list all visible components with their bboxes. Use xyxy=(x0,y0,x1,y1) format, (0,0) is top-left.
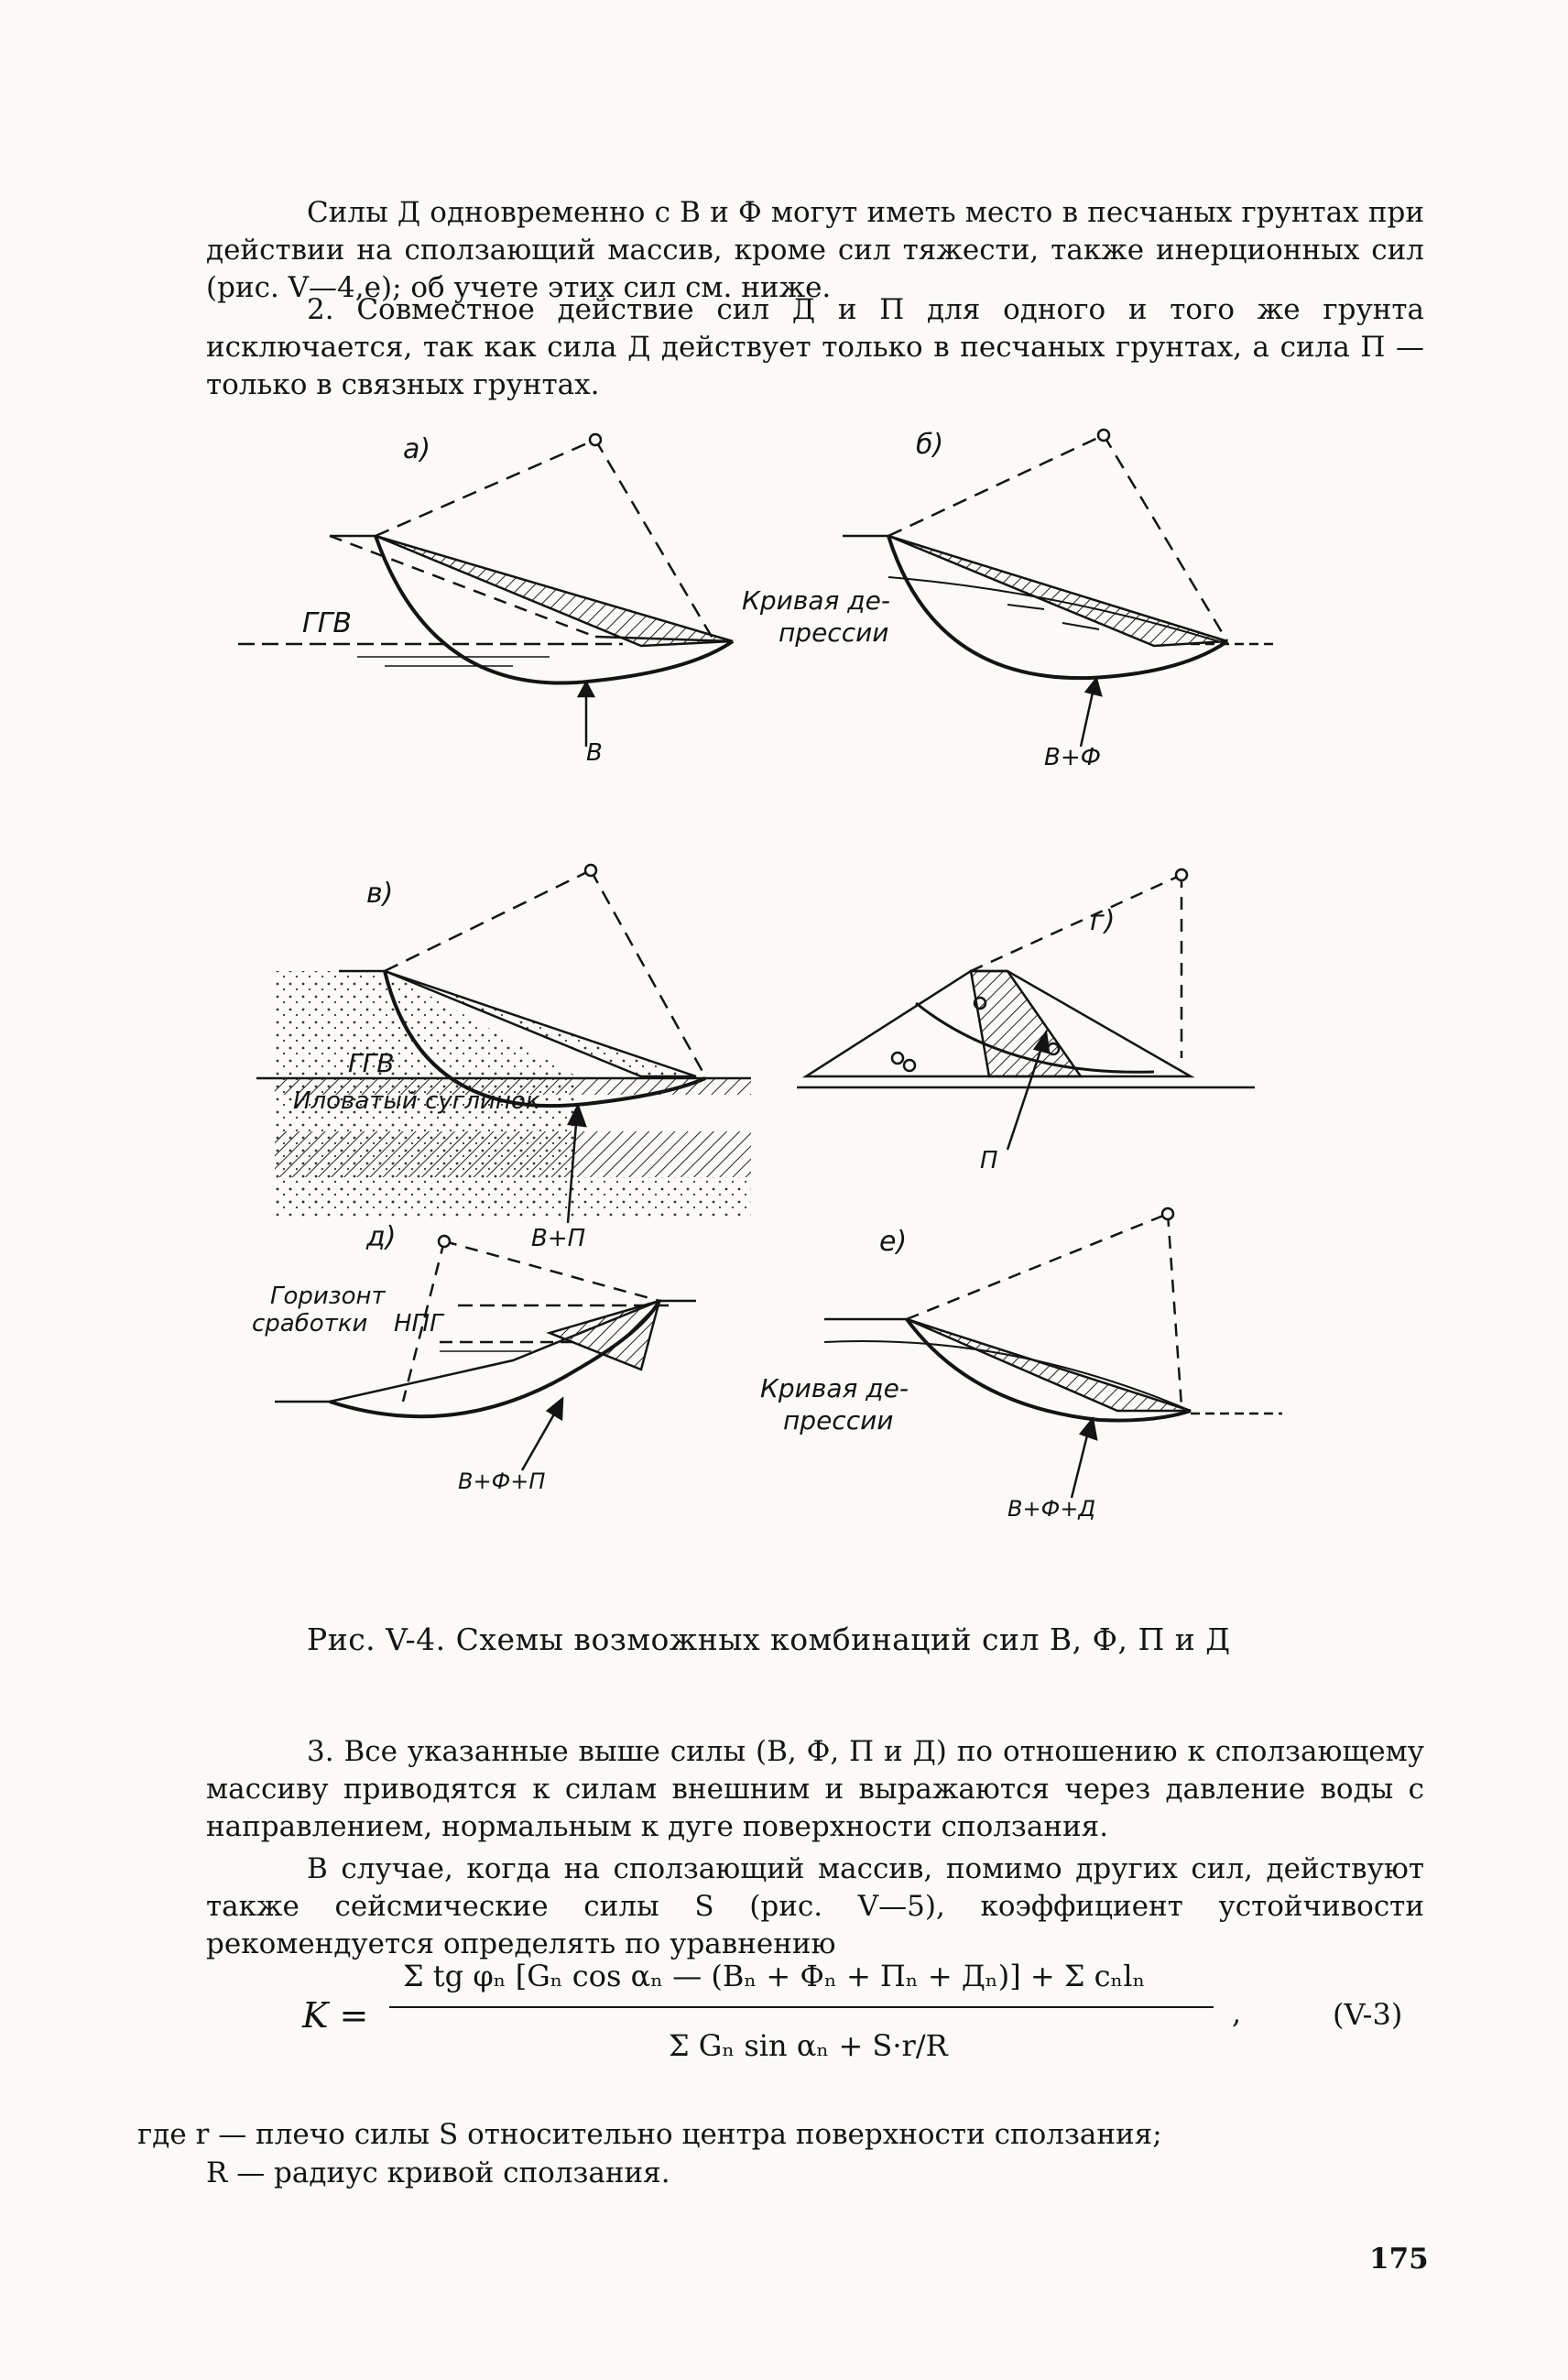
panel-b-label-2: прессии xyxy=(779,617,889,648)
panel-e-force: В+Ф+Д xyxy=(1007,1496,1096,1522)
panel-d xyxy=(275,1236,696,1470)
panel-g-tag: г) xyxy=(1090,905,1116,937)
formula-comma: , xyxy=(1232,1995,1242,2030)
where-line-2: R — радиус кривой сползания. xyxy=(206,2156,670,2189)
panel-a-force: В xyxy=(586,739,603,767)
panel-d-tag: д) xyxy=(366,1221,397,1253)
panel-b-force: В+Ф xyxy=(1044,744,1102,771)
panel-v-label-2: Иловатый суглинок xyxy=(293,1087,540,1115)
panel-a-label: ГГВ xyxy=(302,607,353,639)
panel-d-label-1: Горизонт xyxy=(270,1283,386,1310)
panel-v xyxy=(256,865,751,1223)
panel-d-label-3: НПГ xyxy=(394,1310,443,1337)
panel-v-label-1: ГГВ xyxy=(348,1048,395,1078)
panel-g xyxy=(797,869,1255,1150)
panel-d-force: В+Ф+П xyxy=(458,1468,546,1494)
equation-v3 xyxy=(302,1949,1493,2078)
formula-denominator: Σ Gₙ sin αₙ + S·r/R xyxy=(669,2028,948,2063)
panel-e-label-1: Кривая де- xyxy=(760,1373,909,1403)
panel-d-label-2: сработки xyxy=(252,1310,368,1337)
paragraph-3: 3. Все указанные выше силы (В, Ф, П и Д) по отношению к сползающему массиву приводятся к силам внешним и выражаются через давление воды с направлением, нормальным к дуге поверхности сползания. xyxy=(206,1735,1424,1843)
panel-v-force: В+П xyxy=(531,1225,586,1252)
paragraph-4: В случае, когда на сползающий массив, помимо других сил, действуют также сейсмические силы S (рис. V—5), коэффициент устойчивости рекомендуется определять по уравнению xyxy=(206,1852,1424,1960)
panel-b-label-1: Кривая де- xyxy=(742,585,890,616)
fraction-bar xyxy=(389,2006,1214,2008)
panel-v-tag: в) xyxy=(366,878,394,910)
paragraph-2: 2. Совместное действие сил Д и П для одного и того же грунта исключается, так как сила Д действует только в песчаных грунтах, а сила П — только в связных грунтах. xyxy=(206,293,1424,401)
formula-lhs: K = xyxy=(302,1995,369,2036)
panel-e-label-2: прессии xyxy=(783,1405,894,1436)
where-line-1: где r — плечо силы S относительно центра поверхности сползания; xyxy=(137,2118,1162,2151)
panel-b-tag: б) xyxy=(916,429,944,461)
equation-number: (V-3) xyxy=(1333,1997,1403,2032)
formula-numerator: Σ tg φₙ [Gₙ cos αₙ — (Bₙ + Фₙ + Пₙ + Дₙ)] + Σ cₙlₙ xyxy=(403,1959,1146,1993)
panel-g-force: П xyxy=(980,1147,998,1174)
paragraph-1: Силы Д одновременно с В и Ф могут иметь место в песчаных грунтах при действии на сползающий массив, кроме сил тяжести, также инерционных сил (рис. V—4,е); об учете этих сил см. ниже. xyxy=(206,196,1424,304)
figure-v4 xyxy=(252,417,1337,1608)
panel-e-tag: е) xyxy=(879,1226,908,1258)
panel-a-tag: а) xyxy=(403,433,431,465)
figure-caption: Рис. V-4. Схемы возможных комбинаций сил В, Ф, П и Д xyxy=(307,1621,1231,1657)
panel-a xyxy=(238,434,733,747)
panel-b xyxy=(843,430,1273,747)
page-number: 175 xyxy=(1369,2243,1429,2276)
